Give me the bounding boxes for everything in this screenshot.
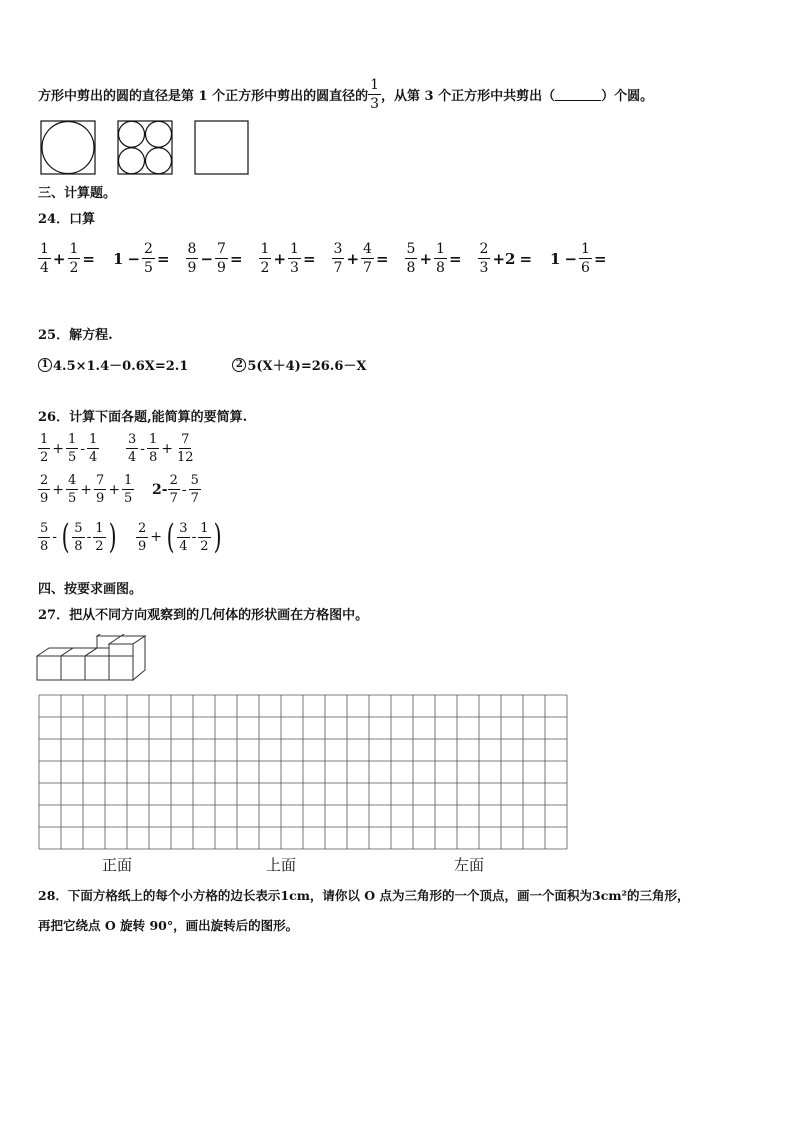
denominator: 5 — [144, 260, 153, 276]
fraction — [177, 522, 189, 553]
denominator: 4 — [40, 260, 49, 276]
denominator: 2 — [260, 260, 270, 276]
numerator: 1 — [89, 432, 98, 447]
numerator: 1 — [40, 241, 49, 257]
fraction — [259, 242, 272, 275]
q23-fraction: $\frac{1}{3}$ — [370, 77, 380, 112]
fraction — [361, 242, 374, 275]
operator: + — [52, 481, 65, 498]
fraction — [198, 522, 210, 553]
denominator: 9 — [217, 260, 226, 276]
operator: - — [80, 440, 86, 457]
eq1-number: 1 — [38, 358, 52, 372]
denominator: 8 — [74, 538, 83, 554]
denominator: 3 — [290, 260, 299, 276]
equals-sign: = — [519, 249, 533, 268]
q26-label: 26．计算下面各题,能简算的要简算. — [38, 410, 248, 425]
square-2-circle — [146, 148, 172, 174]
fraction — [288, 242, 301, 275]
numerator: 7 — [181, 432, 190, 447]
fraction — [68, 242, 81, 275]
fraction — [168, 474, 180, 505]
equation-2: 5(X＋4)=26.6－X — [247, 359, 367, 374]
numerator: 2 — [138, 520, 147, 536]
denominator: 4 — [89, 450, 98, 465]
oral-calc-item — [548, 242, 609, 275]
numerator: 4 — [68, 473, 77, 488]
equals-sign: = — [229, 249, 243, 268]
numerator: 4 — [363, 241, 372, 257]
fraction — [434, 242, 447, 275]
equals-sign: = — [302, 249, 316, 268]
fraction — [478, 242, 491, 275]
equals-sign: = — [593, 249, 607, 268]
fraction — [94, 474, 106, 505]
fraction — [142, 242, 155, 275]
denominator: 2 — [200, 538, 209, 554]
q23-answer-blank[interactable] — [555, 88, 601, 101]
denominator: 9 — [138, 538, 147, 554]
numerator: 3 — [179, 520, 188, 536]
denominator: 9 — [96, 491, 105, 506]
q25-equations — [38, 355, 366, 374]
operator: - — [191, 529, 197, 545]
numerator: 2 — [144, 241, 153, 257]
operator: - — [52, 529, 58, 545]
operator: - — [140, 440, 146, 457]
numerator: 5 — [406, 241, 416, 257]
operator: + — [108, 481, 121, 498]
fraction — [186, 242, 199, 275]
oral-calc-item — [186, 242, 245, 275]
denominator: 7 — [169, 491, 178, 506]
oral-calc-item — [259, 242, 318, 275]
q26-expression-4 — [152, 474, 201, 505]
numerator: 1 — [436, 241, 445, 257]
fraction — [405, 242, 418, 275]
operator: + — [150, 529, 163, 545]
fraction — [147, 433, 159, 464]
view-label-top: 上面 — [266, 856, 297, 874]
left-paren: ( — [61, 517, 70, 557]
operator: − — [200, 249, 214, 268]
right-paren: ) — [108, 517, 117, 557]
numerator: 1 — [581, 241, 590, 257]
fraction — [332, 242, 345, 275]
denominator: 12 — [177, 450, 194, 465]
numerator: 5 — [190, 473, 199, 488]
square-2-circle — [119, 121, 145, 147]
denominator: 4 — [179, 538, 188, 554]
oral-calc-item — [332, 242, 391, 275]
q26-expression-6 — [136, 517, 224, 557]
q23-text-c: ）个圆。 — [601, 89, 654, 104]
numerator: 2 — [169, 473, 178, 488]
numerator: 8 — [187, 241, 197, 257]
operator: + — [419, 249, 433, 268]
left-paren: ( — [166, 517, 175, 557]
fraction — [38, 474, 50, 505]
operator: - — [86, 529, 92, 545]
numerator: 1 — [200, 520, 209, 536]
leading-number: 1 — [550, 249, 561, 268]
q25-label: 25．解方程. — [38, 328, 113, 343]
denominator: 7 — [363, 260, 372, 276]
numerator: 7 — [96, 473, 105, 488]
denominator: 2 — [95, 538, 104, 554]
q28-line-1: 28．下面方格纸上的每个小方格的边长表示1cm，请你以 O 点为三角形的一个顶点，画一个面积为3cm²的三角形， — [38, 888, 690, 903]
square-3 — [195, 121, 248, 174]
q24-label: 24．口算 — [38, 212, 96, 227]
denominator: 2 — [69, 260, 79, 276]
q23-line — [38, 78, 653, 111]
square-2-circle — [146, 121, 172, 147]
fraction — [175, 433, 196, 464]
q26-expression-2 — [126, 433, 196, 464]
equation-1: 4.5×1.4－0.6X=2.1 — [53, 359, 189, 374]
denominator: 8 — [40, 538, 49, 554]
numerator: 5 — [40, 520, 49, 536]
q26-expression-5 — [38, 517, 119, 557]
numerator: 1 — [95, 520, 104, 536]
q27-cube-figure — [36, 634, 152, 684]
right-paren: ) — [213, 517, 222, 557]
fraction — [93, 522, 105, 553]
eq2-number: 2 — [232, 358, 246, 372]
numerator: 3 — [128, 432, 137, 447]
operator: − — [564, 249, 578, 268]
q23-text-a: 方形中剪出的圆的直径是第 1 个正方形中剪出的圆直径的 — [38, 89, 369, 104]
numerator: 1 — [68, 432, 77, 447]
denominator: 6 — [581, 260, 590, 276]
q26-expression-1 — [38, 433, 99, 464]
oral-calc-item — [38, 242, 97, 275]
q23-text-b: ，从第 3 个正方形中共剪出（ — [381, 89, 556, 104]
denominator: 8 — [149, 450, 158, 465]
fraction — [66, 433, 78, 464]
q23-squares-figure — [40, 120, 250, 176]
leading-number: 1 — [113, 249, 124, 268]
denominator: 7 — [333, 260, 343, 276]
operator: + — [346, 249, 360, 268]
numerator: 1 — [40, 432, 49, 447]
numerator: 1 — [149, 432, 158, 447]
section-4-title: 四、按要求画图。 — [38, 582, 143, 597]
numerator: 5 — [74, 520, 83, 536]
fraction — [579, 242, 592, 275]
denominator: 9 — [187, 260, 197, 276]
operator: + — [52, 440, 65, 457]
fraction — [122, 474, 134, 505]
q24-items — [38, 242, 623, 275]
section-3-title: 三、计算题。 — [38, 186, 117, 201]
numerator: 1 — [124, 473, 133, 488]
denominator: 8 — [436, 260, 445, 276]
numerator: 1 — [290, 241, 299, 257]
equals-sign: = — [448, 249, 462, 268]
operator: + — [52, 249, 66, 268]
numerator: 2 — [40, 473, 49, 488]
denominator: 5 — [68, 450, 77, 465]
e4-prefix: 2- — [152, 481, 168, 498]
fraction — [136, 522, 148, 553]
q27-label: 27．把从不同方向观察到的几何体的形状画在方格图中。 — [38, 608, 369, 623]
fraction — [38, 242, 51, 275]
equals-sign: = — [375, 249, 389, 268]
square-2 — [118, 121, 172, 174]
equals-sign: = — [156, 249, 170, 268]
view-label-left: 左面 — [454, 856, 485, 874]
fraction — [38, 433, 50, 464]
denominator: 8 — [406, 260, 416, 276]
operator: + — [80, 481, 93, 498]
denominator: 9 — [40, 491, 49, 506]
numerator: 3 — [333, 241, 343, 257]
view-label-front: 正面 — [102, 856, 133, 874]
denominator: 5 — [124, 491, 133, 506]
fraction — [66, 474, 78, 505]
denominator: 2 — [40, 450, 49, 465]
square-2-circle — [119, 148, 145, 174]
fraction — [215, 242, 228, 275]
operator: + — [273, 249, 287, 268]
oral-calc-item — [111, 242, 172, 275]
numerator: 2 — [479, 241, 489, 257]
denominator: 4 — [128, 450, 137, 465]
operator: + — [161, 440, 174, 457]
q26-expression-3 — [38, 474, 134, 505]
oral-calc-item — [405, 242, 464, 275]
q27-square-grid[interactable] — [38, 694, 568, 850]
oral-calc-item — [478, 242, 535, 275]
operator: − — [127, 249, 141, 268]
fraction — [72, 522, 84, 553]
operator: +2 — [492, 249, 516, 268]
fraction — [189, 474, 201, 505]
square-1-circle — [42, 122, 94, 174]
denominator: 5 — [68, 491, 77, 506]
denominator: 7 — [190, 491, 199, 506]
numerator: 7 — [217, 241, 226, 257]
fraction — [87, 433, 99, 464]
numerator: 1 — [260, 241, 270, 257]
equals-sign: = — [82, 249, 95, 268]
fraction — [126, 433, 138, 464]
q28-line-2: 再把它绕点 O 旋转 90°，画出旋转后的图形。 — [38, 918, 299, 933]
numerator: 1 — [69, 241, 79, 257]
fraction — [38, 522, 50, 553]
denominator: 3 — [479, 260, 489, 276]
e4-terms — [168, 474, 201, 505]
operator: - — [181, 481, 187, 498]
